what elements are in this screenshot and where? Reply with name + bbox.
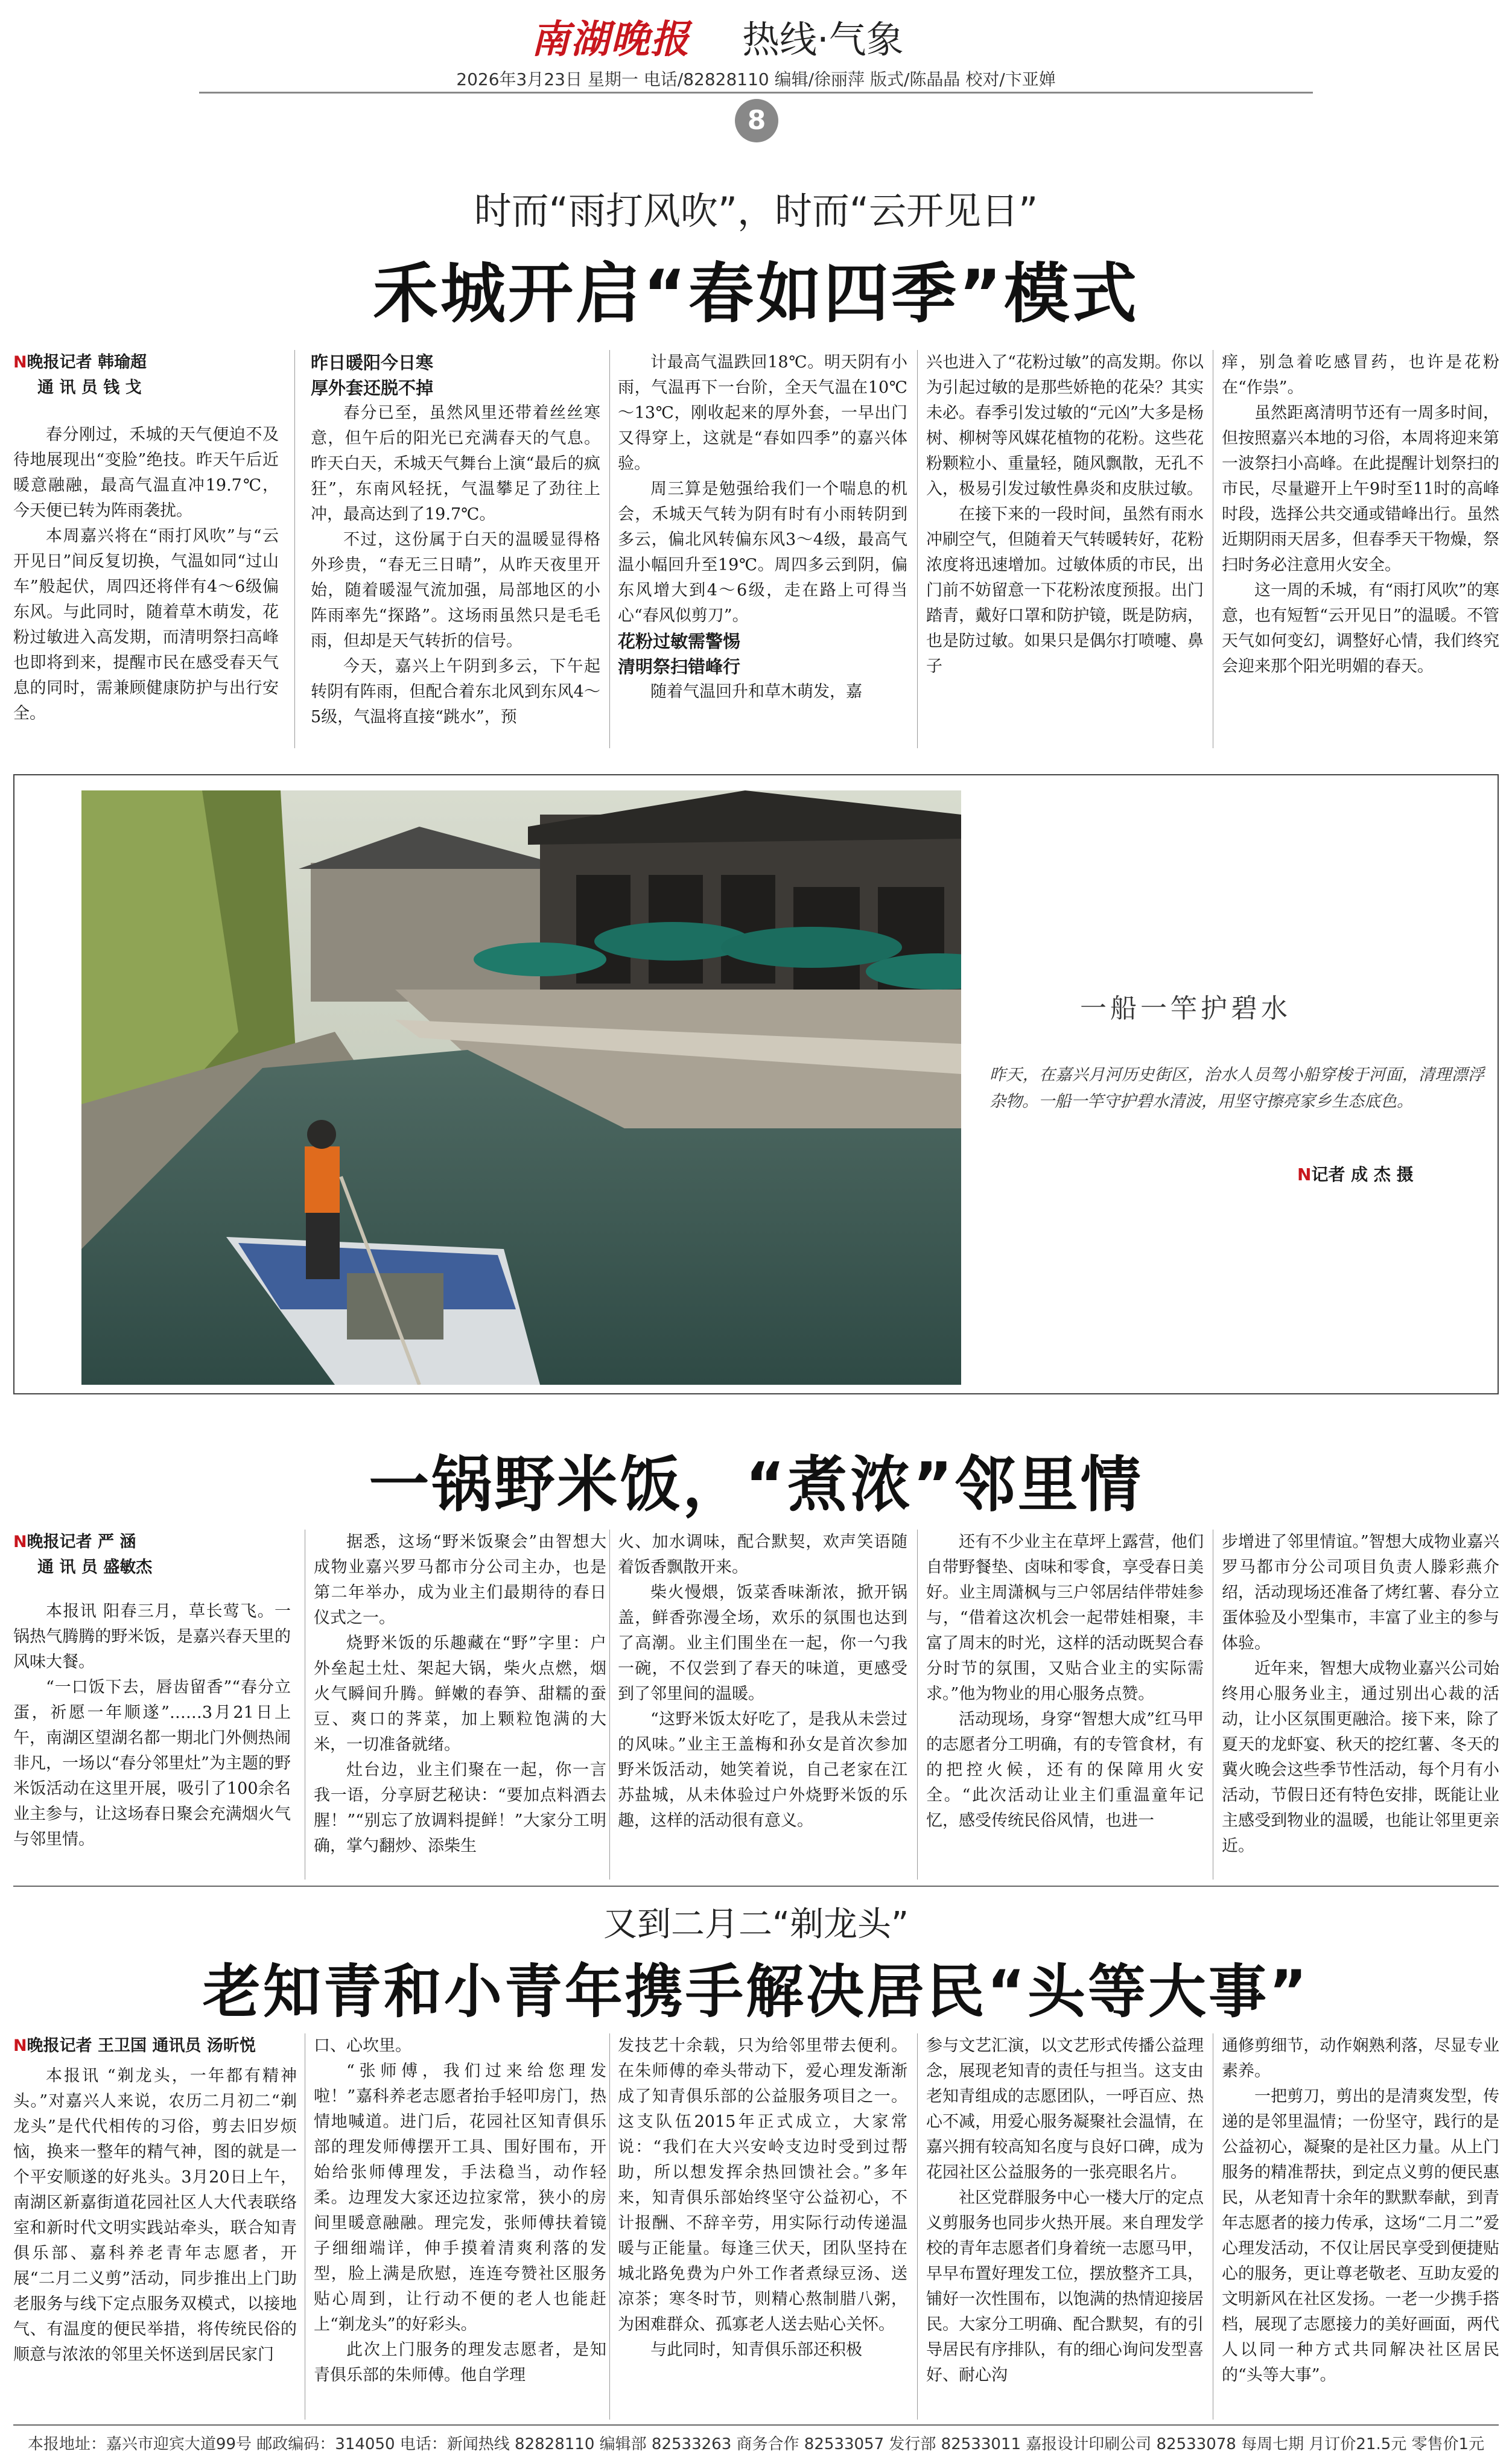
byline-reporter: 晚报记者 严 涵 — [27, 1533, 136, 1551]
article1-column-1: 春分刚过，禾城的天气便迫不及待地展现出“变脸”绝技。昨天午后近暖意融融，最高气温直冲19.7℃，今天便已转为阵雨袭扰。 本周嘉兴将在“雨打风吹”与“云开见日”间反复切换，气温如同“过山车”般起伏，周四还将伴有4～6级偏东风。与此同时，随着草木萌发，花粉过敏进入高发期，而清明祭扫高峰也即将到来，提醒市民在感受春天气息的同时，需兼顾健康防护与出行安全。 — [13, 425, 279, 723]
article3-column-5: 通修剪细节，动作娴熟利落，尽显专业素养。 一把剪刀，剪出的是清爽发型，传递的是邻里温情；一份坚守，践行的是公益初心，凝聚的是社区力量。从上门服务的精准帮扶，到定点义剪的便民惠民，从老知青十余年的默默奉献，到青年志愿者的接力传承，这场“二月二”爱心理发活动，不仅让居民享受到便捷贴心的服务，更让尊老敬老、互助友爱的文明新风在社区发扬。一老一少携手搭档，展现了志愿接力的美好画面，两代人以同一种方式共同解决社区居民的“头等大事”。 — [1222, 2036, 1499, 2385]
byline-correspondent: 通 讯 员 钱 戈 — [37, 378, 142, 397]
article1-column-5: 痒，别急着吃感冒药，也许是花粉在“作祟”。 虽然距离清明节还有一周多时间，但按照嘉兴本地的习俗，本周将迎来第一波祭扫小高峰。在此提醒计划祭扫的市民，尽量避开上午9时至11时的高峰时段，选择公共交通或错峰出行。虽然近期阴雨天居多，但春季天干物燥，祭扫时务必注意用火安全。 这一周的禾城，有“雨打风吹”的寒意，也有短暂“云开见日”的温暖。不管天气如何变幻，调整好心情，我们终究会迎来那个阳光明媚的春天。 — [1222, 353, 1499, 676]
n-mark-icon: N — [1297, 1165, 1312, 1184]
section-title: 热线·气象 — [742, 17, 904, 62]
subhead: 花粉过敏需警惕 — [618, 631, 741, 652]
newspaper-logo: 南湖晚报 — [531, 17, 690, 62]
masthead-divider — [199, 92, 1313, 94]
article1-column-4: 兴也进入了“花粉过敏”的高发期。你以为引起过敏的是那些娇艳的花朵？其实未必。春季引发过敏的“元凶”大多是杨树、柳树等风媒花植物的花粉。这些花粉颗粒小、重量轻，随风飘散，无孔不入，极易引发过敏性鼻炎和皮肤过敏。 在接下来的一段时间，虽然有雨水冲刷空气，但随着天气转暖转好，花粉浓度将迅速增加。过敏体质的市民，出门前不妨留意一下花粉浓度预报。出门踏青，戴好口罩和防护镜，既是防病，也是防过敏。如果只是偶尔打喷嚏、鼻子 — [926, 353, 1204, 676]
n-mark-icon: N — [13, 2036, 27, 2055]
column-divider — [609, 2033, 610, 2420]
article2-column-3: 火、加水调味，配合默契，欢声笑语随着饭香飘散开来。 柴火慢煨，饭菜香味渐浓，掀开锅盖，鲜香弥漫全场，欢乐的氛围也达到了高潮。业主们围坐在一起，你一勺我一碗，不仅尝到了春天的味道，更感受到了邻里间的温暖。 “这野米饭太好吃了，是我从未尝过的风味。”业主王盖梅和孙女是首次参加野米饭活动，她笑着说，自己老家在江苏盐城，从未体验过户外烧野米饭的乐趣，这样的活动很有意义。 — [618, 1533, 907, 1830]
column-divider — [917, 2033, 918, 2420]
issue-info: 2026年3月23日 星期一 电话/82828110 编辑/徐丽萍 版式/陈晶晶 校对/卞亚婵 — [456, 69, 1056, 89]
article2-column-1: 本报讯 阳春三月，草长莺飞。一锅热气腾腾的野米饭，是嘉兴春天里的风味大餐。 “一口饭下去，唇齿留香”“春分立蛋，祈愿一年顺遂”……3月21日上午，南湖区望湖名都一期北门外侧热闹非凡，一场以“春分邻里灶”为主题的野米饭活动在这里开展，吸引了100余名业主参与，让这场春日聚会充满烟火气与邻里情。 — [13, 1602, 291, 1849]
subhead: 昨日暖阳今日寒 — [311, 352, 434, 373]
subhead: 厚外套还脱不掉 — [311, 378, 434, 398]
article2-column-2: 据悉，这场“野米饭聚会”由智想大成物业嘉兴罗马都市分公司主办，也是第二年举办，成为业主们最期待的春日仪式之一。 烧野米饭的乐趣藏在“野”字里：户外垒起土灶、架起大锅，柴火点燃，烟火气瞬间升腾。鲜嫩的春笋、甜糯的蚕豆、爽口的荠菜，加上颗粒饱满的大米，一切准备就绪。 灶台边，业主们聚在一起，你一言我一语，分享厨艺秘诀：“要加点料酒去腥！”“别忘了放调料提鲜！”大家分工明确，掌勺翻炒、添柴生 — [314, 1533, 606, 1855]
canal-photo — [81, 790, 961, 1385]
byline-reporter: 晚报记者 韩瑜超 — [27, 353, 147, 372]
article1-headline: 禾城开启“春如四季”模式 — [373, 256, 1139, 332]
photo-title: 一船一竿护碧水 — [1080, 993, 1291, 1024]
article3-headline: 老知青和小青年携手解决居民“头等大事” — [202, 1958, 1310, 2026]
article3-byline — [13, 2033, 297, 2059]
article2-byline — [13, 1530, 279, 1580]
article1-column-2: 昨日暖阳今日寒 厚外套还脱不掉 春分已至，虽然风里还带着丝丝寒意，但午后的阳光已充满春天的气息。昨天白天，禾城天气舞台上演“最后的疯狂”，东南风轻抚，气温攀足了劲往上冲，最高达到了19.7℃。 不过，这份属于白天的温暖显得格外珍贵，“春无三日晴”，从昨天夜里开始，随着暖湿气流加强，局部地区的小阵雨率先“探路”。这场雨虽然只是毛毛雨，但却是天气转折的信号。 今天，嘉兴上午阴到多云，下午起转阴有阵雨，但配合着东北风到东风4～5级，气温将直接“跳水”，预 — [311, 350, 600, 748]
article3-column-3: 发技艺十余载，只为给邻里带去便利。在朱师傅的牵头带动下，爱心理发渐渐成了知青俱乐部的公益服务项目之一。这支队伍2015年正式成立，大家常说：“我们在大兴安岭支边时受到过帮助，所以想发挥余热回馈社会。”多年来，知青俱乐部始终坚守公益初心，不计报酬、不辞辛劳，用实际行动传递温暖与正能量。每逢三伏天，团队坚持在城北路免费为户外工作者煮绿豆汤、送凉茶；寒冬时节，则精心熬制腊八粥，为困难群众、孤寡老人送去贴心关怀。 与此同时，知青俱乐部还积极 — [618, 2036, 907, 2359]
article1-kicker: 时而“雨打风吹”，时而“云开见日” — [474, 189, 1038, 233]
byline-reporter: 晚报记者 王卫国 通讯员 汤昕悦 — [27, 2036, 256, 2055]
n-mark-icon: N — [13, 353, 27, 372]
byline-correspondent: 通 讯 员 盛敏杰 — [37, 1558, 153, 1577]
article3-column-4: 参与文艺汇演，以文艺形式传播公益理念，展现老知青的责任与担当。这支由老知青组成的志愿团队，一呼百应、热心不减，用爱心服务凝聚社会温情，在嘉兴拥有较高知名度与良好口碑，成为花园社区公益服务的一张亮眼名片。 社区党群服务中心一楼大厅的定点义剪服务也同步火热开展。来自理发学校的青年志愿者们身着统一志愿马甲，早早布置好理发工位，摆放整齐工具，铺好一次性围布，以饱满的热情迎接居民。大家分工明确、配合默契，有的引导居民有序排队，有的细心询问发型喜好、耐心沟 — [926, 2036, 1204, 2385]
article3-kicker: 又到二月二“剃龙头” — [603, 1905, 909, 1944]
photo-credit: N记者 成 杰 摄 — [1297, 1165, 1414, 1184]
article1-column-3: 计最高气温跌回18℃。明天阴有小雨，气温再下一台阶，全天气温在10℃～13℃，刚收起来的厚外套，一早出门又得穿上，这就是“春如四季”的嘉兴体验。 周三算是勉强给我们一个喘息的机会，禾城天气转为阴有时有小雨转阴到多云，偏北风转偏东风3～4级，最高气温小幅回升至19℃。周四多云到阴，偏东风增大到4～6级，走在路上可得当心“春风似剪刀”。 花粉过敏需警惕 清明祭扫错峰行 随着气温回升和草木萌发，嘉 — [618, 353, 907, 701]
column-divider — [609, 350, 610, 748]
photo-caption: 昨天，在嘉兴月河历史街区，治水人员驾小船穿梭于河面，清理漂浮杂物。一船一竿守护碧水清波，用坚守擦亮家乡生态底色。 — [989, 1066, 1484, 1111]
section-divider — [13, 1886, 1499, 1887]
footer-divider — [13, 2424, 1499, 2426]
article2-column-5: 步增进了邻里情谊。”智想大成物业嘉兴罗马都市分公司项目负责人滕彩燕介绍，活动现场还准备了烤红薯、春分立蛋体验及小型集市，丰富了业主的参与体验。 近年来，智想大成物业嘉兴公司始终用心服务业主，通过别出心裁的活动，让小区氛围更融洽。接下来，除了夏天的龙虾宴、秋天的挖红薯、冬天的冀火晚会这些季节性活动，每个月有小活动，节假日还有特色安排，既能让业主感受到物业的温暖，也能让邻里更亲近。 — [1222, 1533, 1499, 1855]
column-divider — [917, 350, 918, 748]
article2-column-4: 还有不少业主在草坪上露营，他们自带野餐垫、卤味和零食，享受春日美好。业主周潇枫与三户邻居结伴带娃参与，“借着这次机会一起带娃相聚，丰富了周末的时光，这样的活动既契合春分时节的氛围，又贴合业主的实际需求。”他为物业的用心服务点赞。 活动现场，身穿“智想大成”红马甲的志愿者分工明确，有的专管食材，有的把控火候，还有的保障用火安全。“此次活动让业主们重温童年记忆，感受传统民俗风情，也进一 — [926, 1533, 1204, 1830]
page-number-badge: 8 — [735, 99, 778, 142]
column-divider — [917, 1530, 918, 1880]
subhead: 清明祭扫错峰行 — [618, 656, 741, 677]
footer-info: 本报地址：嘉兴市迎宾大道99号 邮政编码：314050 电话：新闻热线 82828110 编辑部 82533263 商务合作 82533057 发行部 82533011 嘉报设计印刷公司 82533078 每周七期 月订价21.5元 零售价1元 — [27, 2435, 1485, 2453]
column-divider — [609, 1530, 610, 1880]
article3-column-1: 本报讯 “剃龙头，一年都有精神头。”对嘉兴人来说，农历二月初二“剃龙头”是代代相传的习俗，剪去旧岁烦恼，换来一整年的精气神，图的就是一个平安顺遂的好兆头。3月20日上午，南湖区新嘉街道花园社区人大代表联络室和新时代文明实践站牵头，联合知青俱乐部、嘉科养老青年志愿者，开展“二月二义剪”活动，同步推出上门助老服务与线下定点服务双模式，以接地气、有温度的便民举措，将传统民俗的顺意与浓浓的邻里关怀送到居民家门 — [13, 2067, 297, 2364]
article1-byline — [13, 350, 279, 401]
n-mark-icon: N — [13, 1533, 27, 1551]
article2-headline: 一锅野米饭，“煮浓”邻里情 — [369, 1449, 1143, 1520]
article3-column-2: 口、心坎里。 “张师傅，我们过来给您理发啦！”嘉科养老志愿者抬手轻叩房门，热情地喊道。进门后，花园社区知青俱乐部的理发师傅摆开工具、围好围布，开始给张师傅理发，手法稳当，动作轻柔。边理发大家还边拉家常，狭小的房间里暖意融融。理完发，张师傅扶着镜子细细端详，伸手摸着清爽利落的发型，脸上满是欣慰，连连夸赞社区服务贴心周到，让行动不便的老人也能赶上“剃龙头”的好彩头。 此次上门服务的理发志愿者，是知青俱乐部的朱师傅。他自学理 — [314, 2036, 606, 2385]
column-divider — [294, 350, 295, 748]
